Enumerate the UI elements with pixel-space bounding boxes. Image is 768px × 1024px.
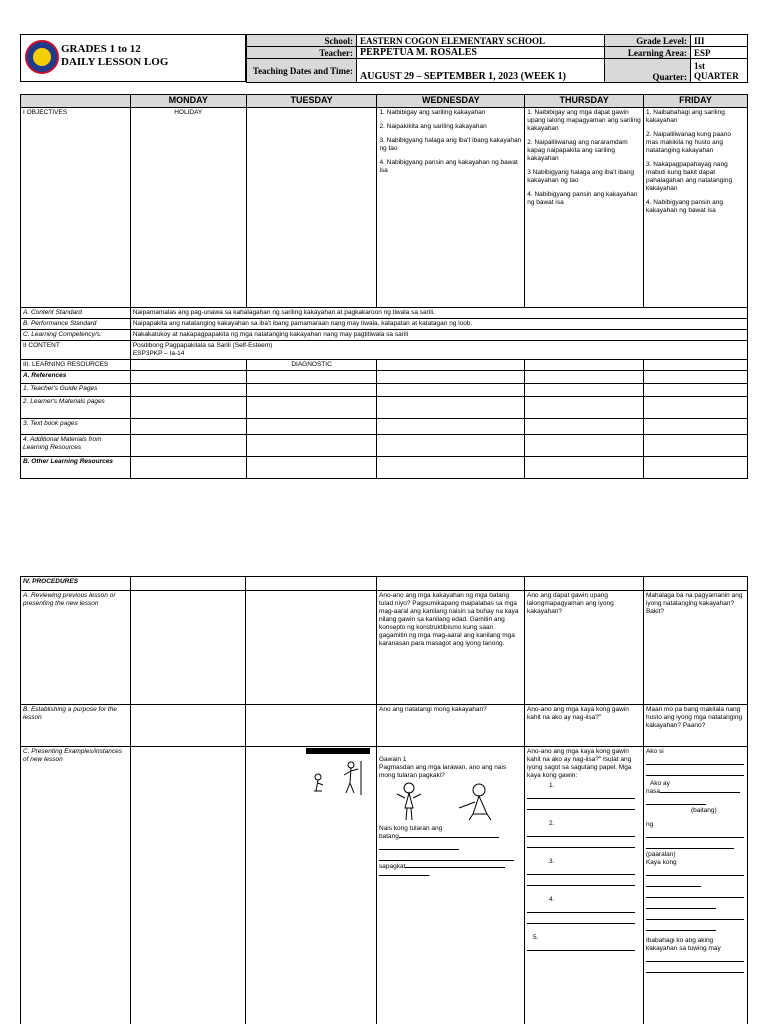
resources-tuesday: DIAGNOSTIC — [246, 360, 377, 371]
dates-label: Teaching Dates and Time: — [247, 59, 357, 83]
procedure-c-thursday: Ano-ano ang mga kaya kong gawin kahit na ako ay nag-iisa?" Isulat ang iyong sagot sa sagutang papel. Mga kaya kong gawin: 1. 2. 3. 4. 5. — [524, 747, 643, 1024]
objectives-friday: 1. Naibabahagi ang sariling kakayahan 2. Naipaliliwanag kung paano mas makikila ng husto ang natatanging kakayahan 3. Nakapagpapahayag nang mabuti kung bakit dapat pahalagahan ang natatanging kakayahan 4. Nabibigyang pansin ang kakayahan ng bawat isa — [644, 108, 748, 308]
references-label: A. References — [21, 371, 131, 384]
performance-standard-row — [21, 319, 748, 330]
black-bar — [306, 748, 370, 754]
day-friday: FRIDAY — [644, 95, 748, 108]
procedure-b-wednesday: Ano ang natatangi mong kakayahan? — [377, 705, 525, 747]
girls-illustration-icon — [379, 780, 519, 822]
procedure-a-row — [21, 591, 748, 705]
school-value: EASTERN COGON ELEMENTARY SCHOOL — [357, 35, 605, 47]
procedures-table — [20, 576, 748, 1024]
learning-resources-row — [21, 360, 748, 371]
deped-seal-icon — [25, 40, 59, 74]
school-label: School: — [247, 35, 357, 47]
procedure-c-label: C. Presenting Examples/instances of new lesson — [21, 747, 131, 1024]
area-value: ESP — [691, 47, 748, 59]
objectives-wednesday: 1. Naibibigay ang sariling kakayahan 2. Naipakikita ang sariling kakayahan 3. Nabibigyang halaga ang iba't ibang kakayahan ng tao 4. Nabibigyang pansin ang kakayahan ng bawat isa — [377, 108, 525, 308]
procedure-a-thursday: Ano ang dapat gawin upang lalongmapagyaman ang iyong kakayahan? — [524, 591, 643, 705]
dates-value: AUGUST 29 – SEPTEMBER 1, 2023 (WEEK 1) — [357, 59, 605, 83]
teacher-label: Teacher: — [247, 47, 357, 59]
objectives-monday: HOLIDAY — [130, 108, 246, 308]
procedure-c-wednesday: Gawain 1 Pagmasdan ang mga larawan, ano ang nais mong tularan pagkaki? Nais kong tularan ang batang sapagkat . — [377, 747, 525, 1024]
quarter-label: Quarter: — [605, 59, 691, 83]
grade-label: Grade Level: — [605, 35, 691, 47]
procedure-b-label: B. Establishing a purpose for the lesson — [21, 705, 131, 747]
document-title: GRADES 1 to 12 DAILY LESSON LOG — [61, 43, 169, 68]
procedure-c-friday: Ako si Ako ay nasa (baitang) ng (paaralan) Kaya kong Ibabahagi ko ang aking kakayahan sa tuwing may — [643, 747, 747, 1024]
competency-row — [21, 330, 748, 341]
day-thursday: THURSDAY — [525, 95, 644, 108]
objectives-row — [21, 108, 748, 308]
day-monday: MONDAY — [130, 95, 246, 108]
header-info-table — [246, 34, 748, 83]
tg-pages-row: 1. Teacher's Guide Pages — [21, 384, 748, 397]
content-row — [21, 341, 748, 360]
teacher-value: PERPETUA M. ROSALES — [357, 47, 605, 59]
procedures-header-row — [21, 577, 748, 591]
learning-resources-label: III. LEARNING RESOURCES — [21, 360, 131, 371]
procedure-a-label: A. Reviewing previous lesson or presenting the new lesson — [21, 591, 131, 705]
content-label: II CONTENT — [21, 341, 131, 360]
other-resources-row: B. Other Learning Resources — [21, 457, 748, 479]
procedure-b-row — [21, 705, 748, 747]
textbook-pages-row: 3. Text book pages — [21, 419, 748, 435]
objectives-label: I OBJECTIVES — [21, 108, 131, 308]
content-standard-text: Naipamamalas ang pag-unawa sa kahalagahan ng sariling kakayahan at pagkakaroon ng tiwala sa sarili. — [130, 308, 747, 319]
performance-standard-label: B. Performance Standard — [21, 319, 131, 330]
procedure-c-tuesday — [246, 747, 377, 1024]
lm-pages-row: 2. Learner's Materials pages — [21, 397, 748, 419]
references-row — [21, 371, 748, 384]
header-logo-box — [20, 34, 246, 82]
performance-standard-text: Naipapakita ang natatanging kakayahan sa iba't ibang pamamaraan nang may tiwala, katapatan at katatagan ng loob. — [130, 319, 747, 330]
children-illustration-icon — [306, 757, 376, 797]
lesson-log-table — [20, 94, 748, 479]
content-text: Positibong Pagpapakilala sa Sarili (Self-Esteem) ESP3PKP – Ia-14 — [130, 341, 747, 360]
quarter-value: 1st QUARTER — [691, 59, 748, 83]
day-wednesday: WEDNESDAY — [377, 95, 525, 108]
grade-value: III — [691, 35, 748, 47]
additional-materials-row: 4. Additional Materials from Learning Resources — [21, 435, 748, 457]
procedure-a-friday: Mahalaga ba na pagyamanin ang iyong natatanging kakayahan? Bakit? — [643, 591, 747, 705]
procedure-b-friday: Maari mo pa bang makilala nang husto ang iyong mga natatanging kakayahan? Paano? — [643, 705, 747, 747]
days-header-row — [21, 95, 748, 108]
procedure-c-row — [21, 747, 748, 1024]
area-label: Learning Area: — [605, 47, 691, 59]
competency-label: C. Learning Competency/s: — [21, 330, 131, 341]
competency-text: Nakakatukoy at nakapagpapakita ng mga natatanging kakayahan nang may pagtitiwala sa sarili — [130, 330, 747, 341]
procedures-label: IV. PROCEDURES — [21, 577, 131, 591]
content-standard-row — [21, 308, 748, 319]
content-standard-label: A. Content Standard — [21, 308, 131, 319]
procedure-a-wednesday: Ano-ano ang mga kakayahan ng mga batang tulad niyo? Pagsumikapang maipalabas sa mga mag-aaral ang kanilang naisin sa buhay na kaya nilang gawin sa kanilang edad. Gamitin ang konsepto ng konstruktibismo kung saan gagamitin ng mga mag-aaral ang kanilang mga karanasan para masagot ang iyong tanong. — [377, 591, 525, 705]
procedure-b-thursday: Ano-ano ang mga kaya kong gawin kahit na ako ay nag-iisa?" — [524, 705, 643, 747]
objectives-thursday: 1. Naibibigay ang mga dapat gawin upang lalong mapagyaman ang sariling kakayahan 2. Naipaliliwanag ang nararamdam kapag naipapakita ang sariling kakayahan 3 Nabibigyang halaga ang iba't ibang kakayahan ng tao 4. Nabibigyang pansin ang kakayahan ng bawat isa — [525, 108, 644, 308]
day-tuesday: TUESDAY — [246, 95, 377, 108]
